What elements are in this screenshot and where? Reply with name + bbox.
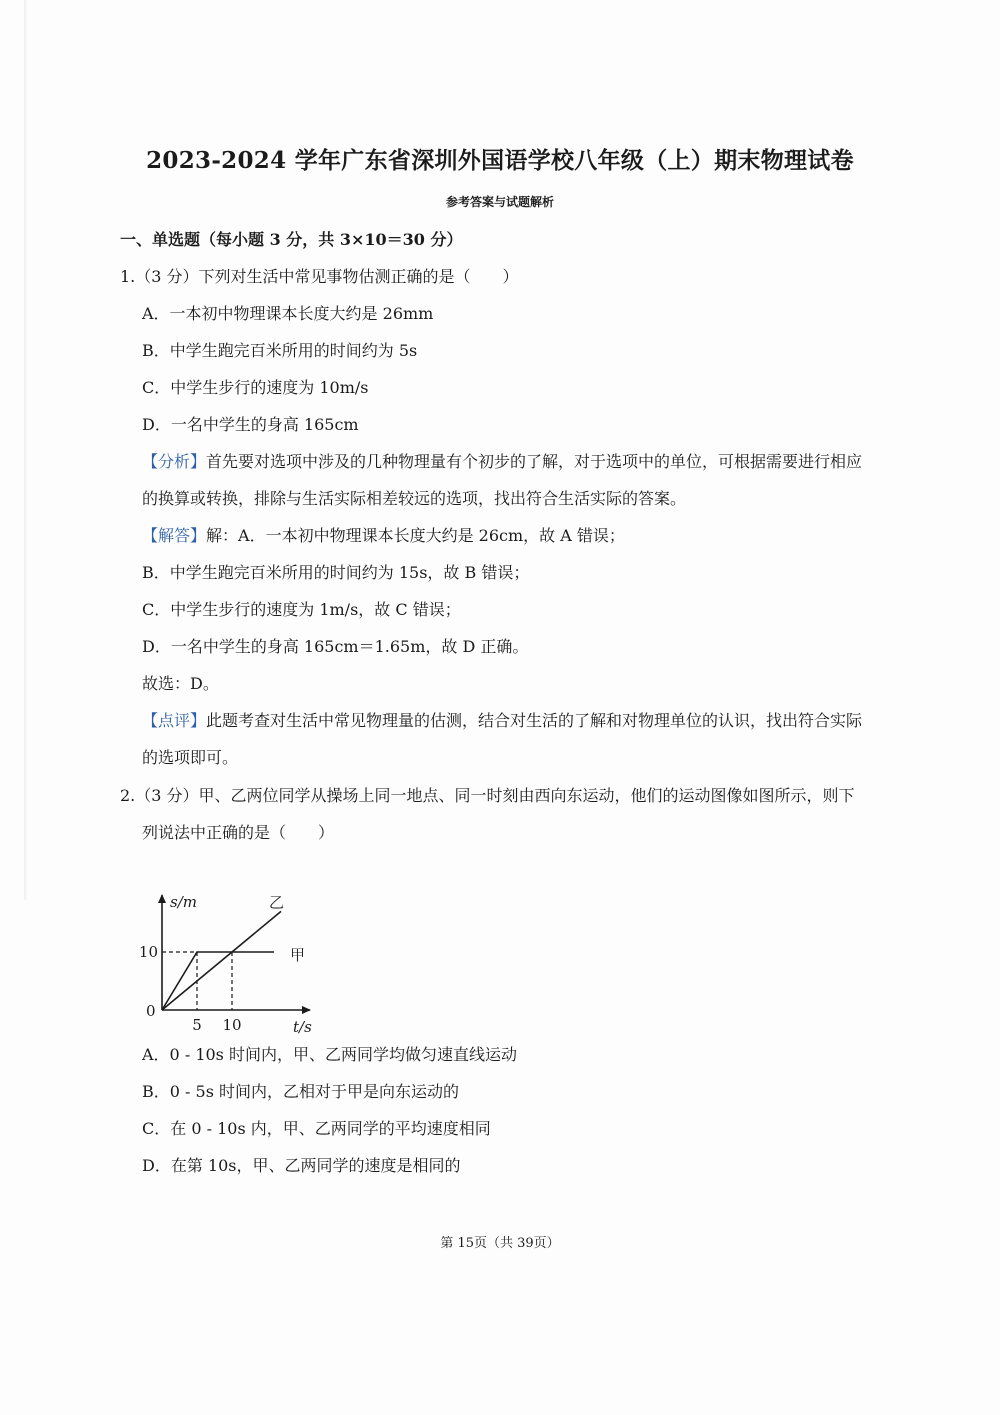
page-footer: 第 15页（共 39页） (440, 1236, 560, 1251)
series-label-jia: 甲 (290, 946, 306, 964)
page-subtitle: 参考答案与试题解析 (445, 195, 554, 209)
x-tick-label: 5 (192, 1016, 202, 1034)
q1-answer-b: B．中学生跑完百米所用的时间约为 15s，故 B 错误； (142, 563, 530, 582)
y-axis-label: s/m (170, 893, 197, 911)
q2-stem: 2.（3 分）甲、乙两位同学从操场上同一地点、同一时刻由西向东运动，他们的运动图像如图所示，则下 (120, 786, 855, 805)
q2-option-b: B．0 - 5s 时间内，乙相对于甲是向东运动的 (142, 1082, 459, 1101)
q1-comment (142, 709, 922, 733)
analysis-text: 首先要对选项中涉及的几种物理量有个初步的了解，对于选项中的单位，可根据需要进行相应 (206, 452, 863, 471)
series-line-yi (162, 911, 281, 1010)
q1-answer (142, 524, 922, 548)
q1-option-a: A．一本初中物理课本长度大约是 26mm (142, 304, 434, 323)
scan-shadow (24, 0, 28, 900)
comment-tag: 【点评】 (142, 711, 207, 730)
section-heading: 一、单选题（每小题 3 分，共 3×10＝30 分） (120, 230, 463, 249)
motion-graph (130, 885, 330, 1045)
analysis-tag: 【分析】 (142, 452, 207, 471)
x-axis-label: t/s (293, 1018, 312, 1036)
q1-choice: 故选：D。 (142, 674, 219, 693)
answer-tag: 【解答】 (142, 526, 207, 545)
comment-text: 此题考查对生活中常见物理量的估测，结合对生活的了解和对物理单位的认识，找出符合实际 (206, 711, 863, 730)
q2-option-a: A．0 - 10s 时间内，甲、乙两同学均做匀速直线运动 (142, 1045, 517, 1064)
q1-stem: 1.（3 分）下列对生活中常见事物估测正确的是（ ） (120, 267, 519, 286)
page-title: 2023-2024 学年广东省深圳外国语学校八年级（上）期末物理试卷 (146, 147, 854, 174)
origin-label: 0 (146, 1002, 156, 1020)
q1-analysis-cont: 的换算或转换，排除与生活实际相差较远的选项，找出符合生活实际的答案。 (142, 489, 687, 508)
q2-option-d: D．在第 10s，甲、乙两同学的速度是相同的 (142, 1156, 461, 1175)
q1-option-d: D．一名中学生的身高 165cm (142, 415, 359, 434)
q1-answer-d: D．一名中学生的身高 165cm＝1.65m，故 D 正确。 (142, 637, 529, 656)
answer-text: 解：A．一本初中物理课本长度大约是 26cm，故 A 错误； (206, 526, 625, 545)
series-lines (162, 911, 281, 1010)
q2-option-c: C．在 0 - 10s 内，甲、乙两同学的平均速度相同 (142, 1119, 491, 1138)
q1-comment-cont: 的选项即可。 (142, 748, 239, 767)
series-label-yi: 乙 (269, 893, 285, 912)
q2-stem-cont: 列说法中正确的是（ ） (142, 823, 335, 842)
q1-option-b: B．中学生跑完百米所用的时间约为 5s (142, 341, 418, 360)
series-line-jia (162, 952, 274, 1010)
x-tick-label: 10 (222, 1016, 242, 1034)
q1-analysis (142, 450, 922, 474)
y-tick-label: 10 (138, 943, 158, 961)
q1-option-c: C．中学生步行的速度为 10m/s (142, 378, 369, 397)
q1-answer-c: C．中学生步行的速度为 1m/s，故 C 错误； (142, 600, 461, 619)
